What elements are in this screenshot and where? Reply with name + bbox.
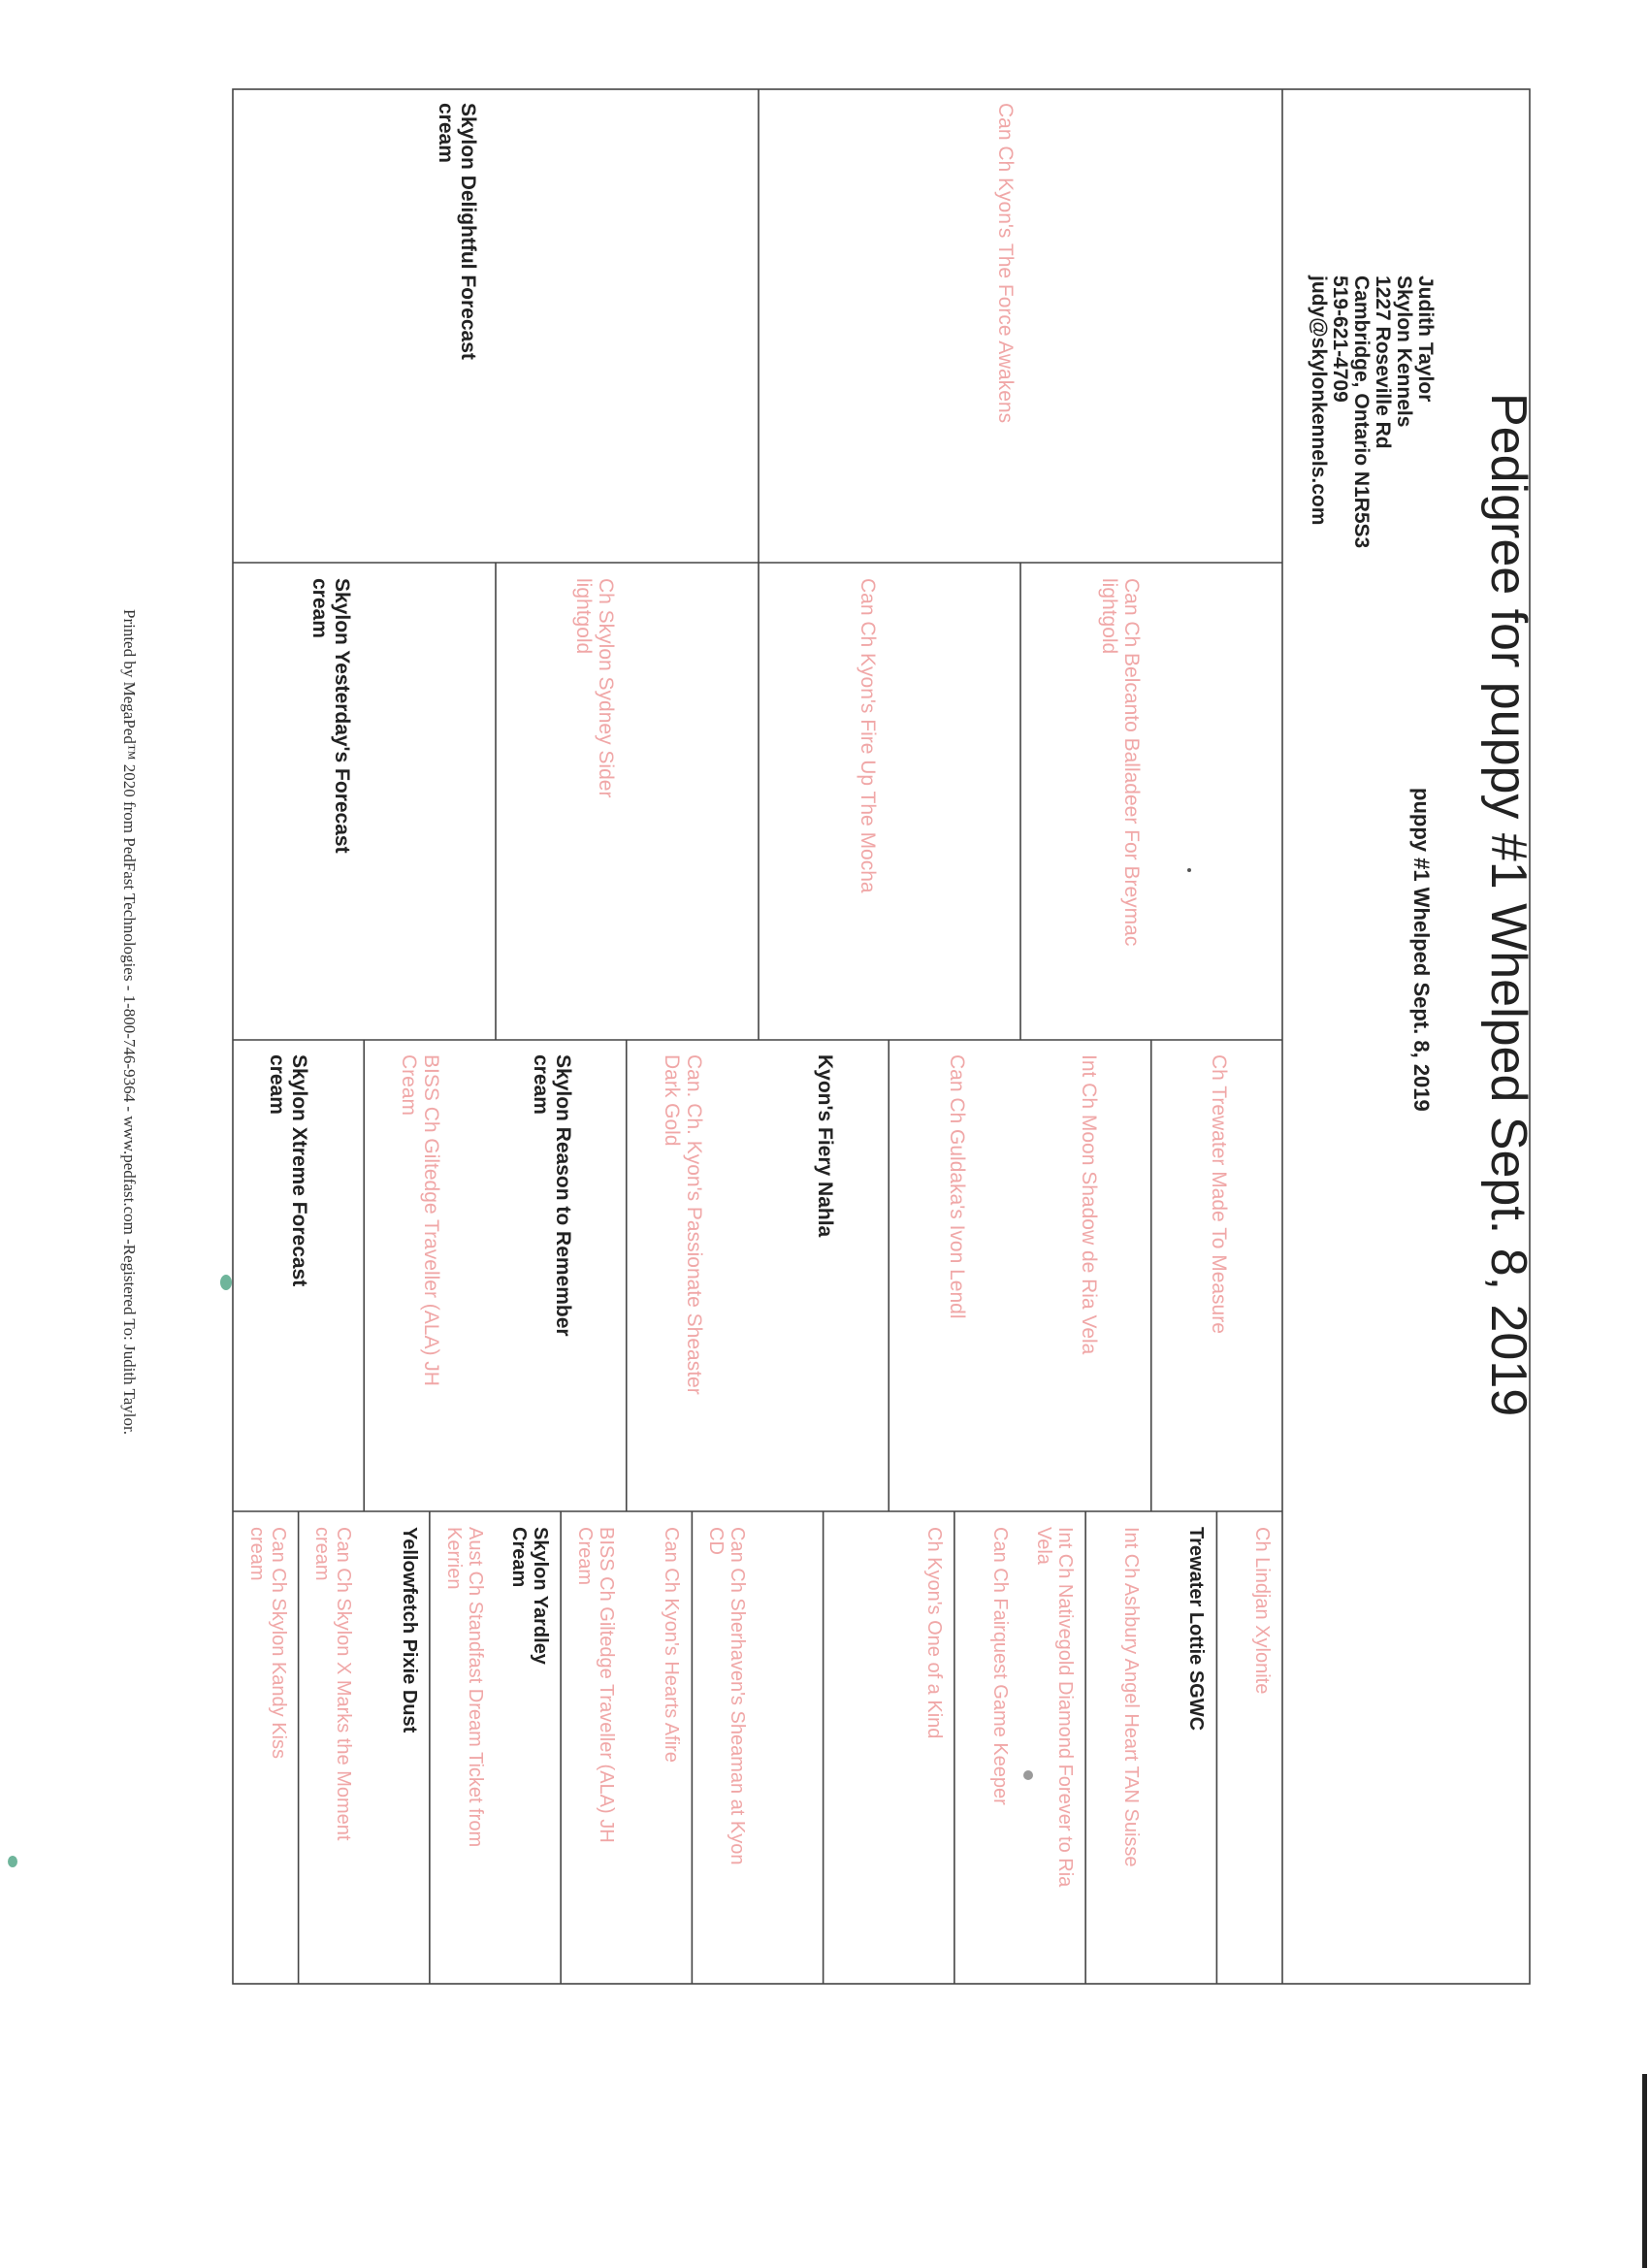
gen4-ancestor-name: Int Ch Nativegold Diamond Forever to Ria [1054, 1527, 1077, 1888]
owner-block [1308, 275, 1436, 548]
gen1-dam: Skylon Delightful Forecast cream [435, 103, 479, 360]
owner-email: judy@skylonkennels.com [1308, 275, 1330, 526]
gen4-ancestor-detail: cream [245, 1527, 268, 1581]
gen4-ancestor [989, 1527, 1011, 1805]
gen4-ancestor-name: Yellowfetch Pixie Dust [398, 1527, 420, 1733]
gen4-ancestor [661, 1527, 682, 1763]
gen4-ancestor-name: Ch Lindjan Xylonite [1251, 1527, 1273, 1695]
gen3-sss: Ch Trewater Made To Measure [1208, 1054, 1230, 1334]
ink-blot [8, 1856, 17, 1867]
owner-phone: 519-621-4709 [1329, 275, 1351, 403]
gen1-sire: Can Ch Kyon's The Force Awakens [994, 103, 1017, 424]
gen4-ancestor-detail: Vela [1033, 1527, 1055, 1565]
gen4-ancestor [508, 1527, 551, 1665]
gen4-ancestor [1120, 1527, 1142, 1867]
gen4-ancestor [1033, 1527, 1076, 1887]
gen4-ancestor-name: Can Ch Sherhaven's Sheaman at Kyon [727, 1527, 748, 1865]
gen4-ancestor-detail: Cream [508, 1527, 531, 1588]
gen4-ancestor-name: Int Ch Ashbury Angel Heart TAN Suisse [1119, 1527, 1142, 1867]
gen3-dsd: Skylon Reason to Remember cream [530, 1054, 574, 1337]
gen2-sire-dam: Can Ch Kyon's Fire Up The Mocha [857, 578, 879, 893]
gen4-ancestor-detail: CD [705, 1527, 727, 1555]
scan-edge-mark [1642, 2074, 1647, 2268]
gen4-ancestor [705, 1527, 748, 1864]
gen4-ancestor-detail: cream [311, 1527, 334, 1581]
scan-dot [1023, 1770, 1033, 1780]
gen4-ancestor-name: Can Ch Fairquest Game Keeper [988, 1527, 1011, 1805]
gen4-ancestor [399, 1527, 420, 1733]
gen4-ancestor-detail: Cream [573, 1527, 596, 1586]
gen3-ssd: Int Ch Moon Shadow de Ria Vela [1078, 1054, 1100, 1355]
gen4-ancestor-name: Ch Kyon's One of a Kind [922, 1527, 945, 1739]
gen3-dds: BISS Ch Giltedge Traveller (ALA) JH Cream [398, 1054, 442, 1386]
gen4-ancestor-name: Skylon Yardley [530, 1527, 552, 1665]
owner-name: Judith Taylor [1414, 275, 1437, 403]
footer-credit: Printed by MegaPed™ 2020 from PedFast Technologies - 1-800-746-9364 - www.pedfast.com -Registered To: Judith Taylor. [120, 609, 139, 1436]
page-title: Pedigree for puppy #1 Whelped Sept. 8, 2019 [1480, 393, 1536, 1417]
gen2-dam-sire: Ch Skylon Sydney Sider lightgold [572, 578, 617, 798]
gen4-ancestor-detail: Kerrien [442, 1527, 465, 1590]
gen4-ancestor-name: Can Ch Kyon's Hearts Afire [661, 1527, 683, 1763]
gen4-ancestor-name: Aust Ch Standfast Dream Ticket from [464, 1527, 486, 1848]
gen4-ancestor [1185, 1527, 1207, 1731]
page-subtitle: puppy #1 Whelped Sept. 8, 2019 [1409, 788, 1434, 1112]
owner-city: Cambridge, Ontario N1R5S3 [1350, 275, 1373, 549]
gen3-ddd: Skylon Xtreme Forecast cream [266, 1054, 310, 1287]
gen4-ancestor-name: Can Ch Skylon X Marks the Moment [333, 1527, 355, 1841]
gen4-ancestor-name: Can Ch Skylon Kandy Kiss [267, 1527, 289, 1760]
scan-dot [1187, 868, 1191, 872]
ink-blot [220, 1275, 232, 1290]
gen4-ancestor [443, 1527, 486, 1847]
owner-kennel: Skylon Kennels [1393, 275, 1415, 428]
gen4-ancestor-name: Trewater Lottie SGWC [1185, 1527, 1208, 1732]
gen4-ancestor [1251, 1527, 1273, 1694]
gen2-dam-dam: Skylon Yesterday's Forecast cream [308, 578, 353, 854]
gen3-sds: Can Ch Guldaka's Ivon Lendl [946, 1054, 968, 1319]
owner-street: 1227 Roseville Rd [1372, 275, 1394, 449]
gen4-ancestor [246, 1527, 289, 1759]
gen3-sdd: Kyon's Fiery Nahla [814, 1054, 836, 1238]
gen3-dss: Can. Ch. Kyon's Passionate Sheaster Dark Gold [661, 1054, 705, 1395]
gen4-ancestor [574, 1527, 617, 1843]
gen2-sire-sire: Can Ch Belcanto Balladeer For Breymac lightgold [1098, 578, 1143, 947]
gen4-ancestor-name: BISS Ch Giltedge Traveller (ALA) JH [595, 1527, 617, 1843]
gen4-ancestor [923, 1527, 945, 1738]
gen4-ancestor [311, 1527, 354, 1840]
